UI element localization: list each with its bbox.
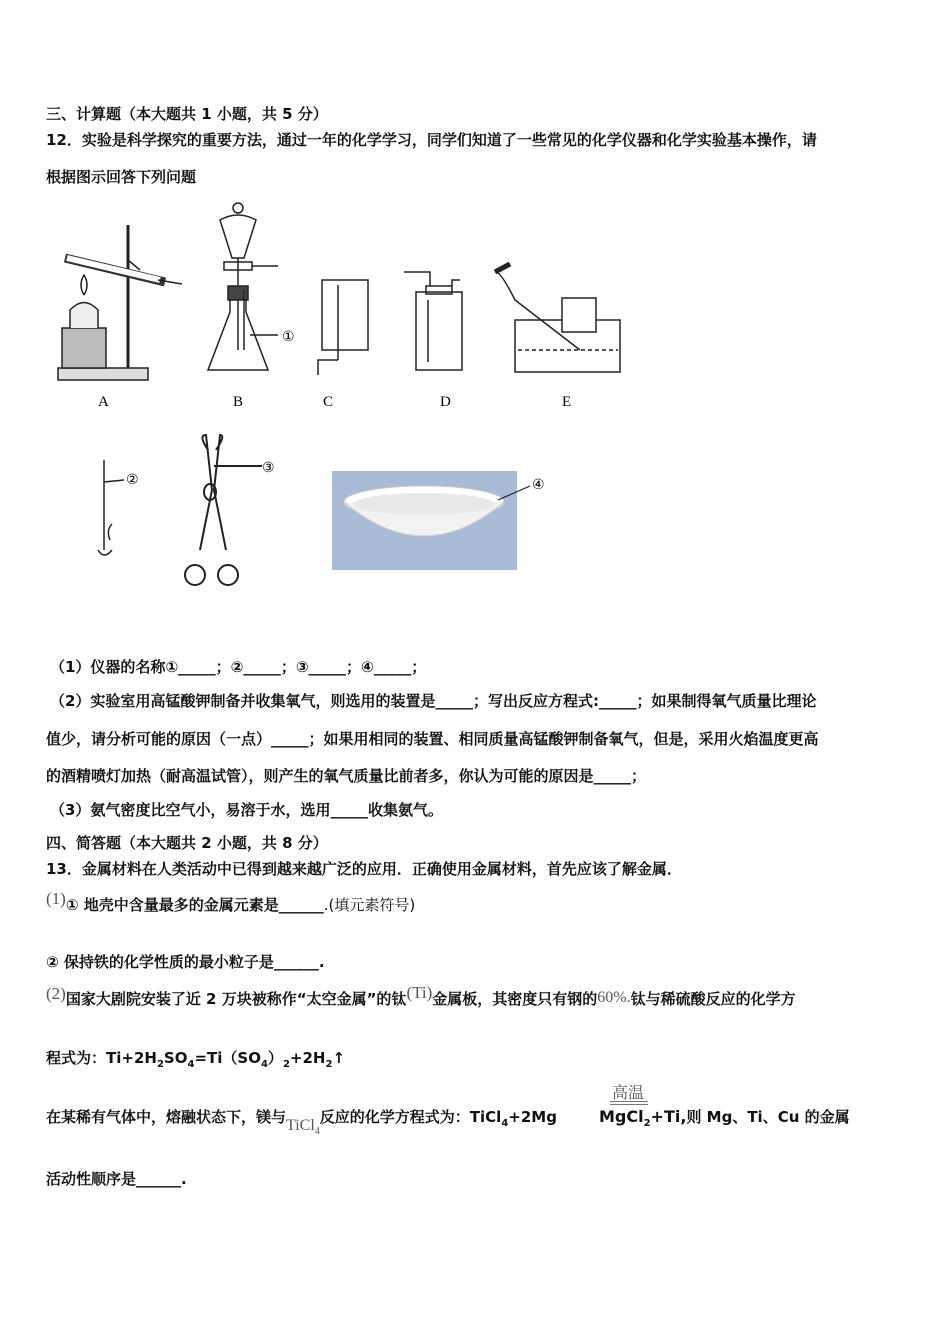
question-12-line1: 12．实验是科学探究的重要方法，通过一年的化学学习，同学们知道了一些常见的化学仪器和化学实验基本操作，请 [46,131,817,149]
crucible-tongs [185,435,262,585]
eq1-d: ） [267,1049,283,1067]
q12-part2-line2: 值少，请分析可能的原因（一点）_____；如果用相同的装置、相同质量高锰酸钾制备氧气，但是，采用火焰温度更高 [46,730,819,748]
eq1-f: ↑ [332,1049,346,1067]
part2-percent: 60%. [597,989,631,1006]
apparatus-figure-row2 [90,430,580,600]
eq2-c: +2Mg [508,1108,557,1126]
apparatus-a [58,225,182,380]
section-heading-4: 四、简答题（本大题共 2 小题，共 8 分） [46,834,328,852]
apparatus-c [318,280,368,375]
label-d: D [440,394,451,410]
q13-part1-line [46,889,416,915]
reaction-condition: 高温 [612,1085,645,1102]
eq1-sub5: 2 [325,1059,333,1070]
eq1-sub3: 4 [260,1059,268,1070]
eq1-prefix: 程式为： [46,1049,107,1067]
part1-a-tail: .(填元素符号) [323,896,416,914]
reaction-bar-top [610,1101,648,1102]
eq1-sub4: 2 [282,1059,290,1070]
apparatus-figure-row1 [40,200,640,420]
part2-c: 钛与稀硫酸反应的化学方 [630,990,796,1008]
eq2-ticl-sub: 4 [314,1126,320,1138]
marker-1: ① [282,330,295,345]
eq1-e: +2H [289,1049,326,1067]
q12-part2-line1: （2）实验室用高锰酸钾制备并收集氧气，则选用的装置是_____；写出反应方程式:_____；如果制得氧气质量比理论 [50,692,817,710]
eq2-e: +Ti, [650,1107,687,1126]
eq1-sub1: 2 [156,1059,164,1070]
q12-part1: （1）仪器的名称①_____；②_____；③_____；④_____； [50,658,427,676]
combustion-spoon [98,460,124,555]
q12-part3: （3）氨气密度比空气小，易溶于水，选用_____收集氨气。 [50,801,443,819]
eq2-f: 则 Mg、Ti、Cu 的金属 [686,1108,850,1126]
label-c: C [323,394,334,410]
eq1-b: SO [163,1049,188,1067]
reaction-bar-bottom [610,1104,648,1105]
apparatus-e [495,264,620,372]
apparatus-d [404,272,462,370]
q13-part1-b: ② 保持铁的化学性质的最小粒子是______. [46,953,325,971]
q13-part2-line [46,983,796,1009]
eq2-ticl [286,1117,320,1138]
part2-a: 国家大剧院安装了近 2 万块被称作“太空金属”的钛 [65,990,407,1008]
q13-last-line: 活动性顺序是______. [46,1170,187,1188]
question-13-intro: 13．金属材料在人类活动中已得到越来越广泛的应用．正确使用金属材料，首先应该了解金属． [46,860,682,878]
label-b: B [233,394,244,410]
eq2-d-sub: 2 [643,1118,651,1129]
eq2-b-sub: 4 [501,1118,509,1129]
marker-4: ④ [532,478,545,493]
equation-1-line [46,1047,345,1070]
label-e: E [562,394,572,410]
question-12-line2: 根据图示回答下列问题 [46,168,197,186]
eq1-sub2: 4 [187,1059,195,1070]
label-a: A [98,394,109,410]
eq2-a: 在某稀有气体中，熔融状态下，镁与 [46,1108,287,1126]
eq2-ticl-text: TiCl [286,1117,315,1134]
apparatus-b [208,203,278,370]
q12-part2-line3: 的酒精喷灯加热（耐高温试管），则产生的氧气质量比前者多，你认为可能的原因是_____； [46,767,647,785]
evaporating-dish-photo [332,471,530,570]
part2-number: (2) [46,984,66,1003]
marker-3: ③ [262,461,275,476]
eq2-b: 反应的化学方程式为：TiCl [319,1108,502,1126]
part1-a-text: ① 地壳中含量最多的金属元素是______ [65,896,324,914]
eq1-c: =Ti（SO [194,1049,261,1067]
eq2-d: MgCl [598,1107,644,1126]
eq1-a: Ti+2H [106,1049,157,1067]
part2-ti: (Ti) [406,983,433,1002]
part1-number: (1) [46,889,66,908]
part2-b: 金属板，其密度只有钢的 [432,990,598,1008]
section-heading-3: 三、计算题（本大题共 1 小题，共 5 分） [46,105,328,123]
marker-2: ② [126,473,139,488]
equation-2-line [46,1106,850,1138]
